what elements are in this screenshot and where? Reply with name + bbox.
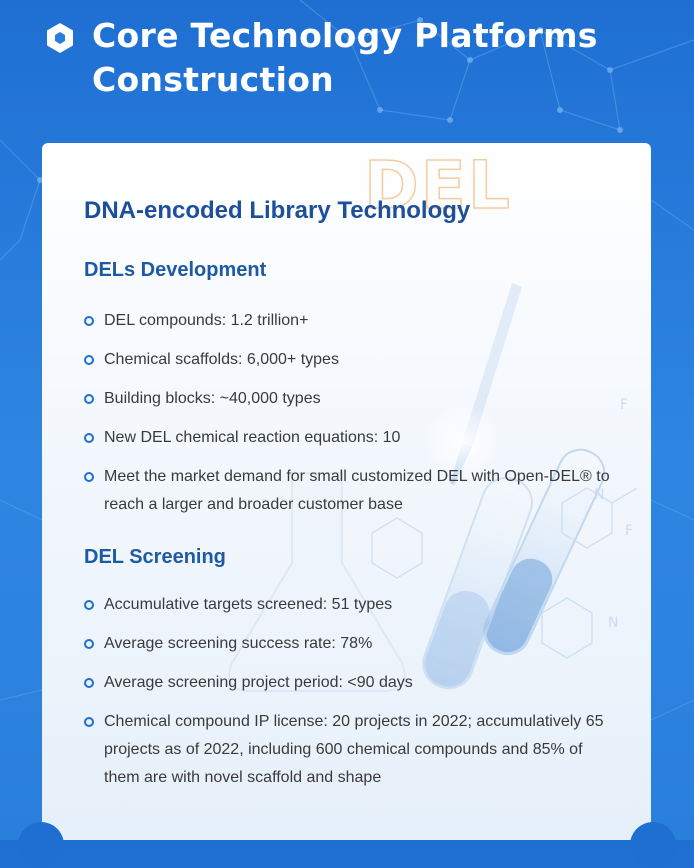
list-item: Meet the market demand for small customized DEL with Open-DEL® to reach a larger and broader customer base [84, 463, 614, 519]
list-item: DEL compounds: 1.2 trillion+ [84, 307, 614, 335]
bullet-icon [84, 600, 94, 610]
bullet-icon [84, 394, 94, 404]
list-item: Average screening project period: <90 days [84, 669, 614, 697]
content-card [42, 143, 651, 840]
bullet-icon [84, 717, 94, 727]
list-item: Chemical compound IP license: 20 projects in 2022; accumulatively 65 projects as of 2022, including 600 chemical compounds and 85% of them are with novel scaffold and shape [84, 708, 614, 792]
screening-list [84, 591, 614, 792]
hexagon-icon [44, 22, 76, 54]
section-title-development: DELs Development [84, 259, 267, 281]
list-item: Average screening success rate: 78% [84, 630, 614, 658]
card-title: DNA-encoded Library Technology [84, 197, 471, 224]
del-watermark: DEL [364, 147, 512, 224]
bullet-icon [84, 355, 94, 365]
corner-decoration-left [18, 822, 64, 868]
svg-text:F: F [620, 397, 629, 413]
list-item: Accumulative targets screened: 51 types [84, 591, 614, 619]
bullet-icon [84, 316, 94, 326]
page-title: Core Technology Platforms Construction [92, 16, 598, 99]
svg-text:N: N [608, 615, 619, 631]
bullet-icon [84, 433, 94, 443]
list-item: Chemical scaffolds: 6,000+ types [84, 346, 614, 374]
development-list [84, 307, 614, 519]
corner-decoration-right [630, 822, 676, 868]
bullet-icon [84, 472, 94, 482]
section-title-screening: DEL Screening [84, 546, 226, 568]
svg-text:N: N [594, 487, 605, 503]
bullet-icon [84, 639, 94, 649]
bullet-icon [84, 678, 94, 688]
list-item: Building blocks: ~40,000 types [84, 385, 614, 413]
list-item: New DEL chemical reaction equations: 10 [84, 424, 614, 452]
svg-text:F: F [625, 523, 634, 539]
